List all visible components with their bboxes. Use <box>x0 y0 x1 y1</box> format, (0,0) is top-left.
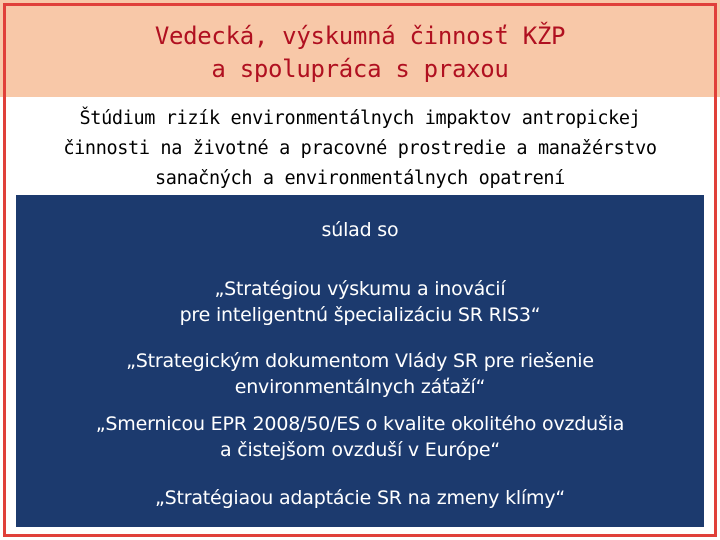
slide-title <box>0 20 720 86</box>
panel-item-climate-adaptation <box>0 485 720 511</box>
panel-item-environmental-burdens-line-1: „Strategickým dokumentom Vlády SR pre riešenie <box>126 350 594 372</box>
title-line-1: Vedecká, výskumná činnosť KŽP <box>154 22 566 50</box>
panel-item-directive-line-1: „Smernicou EPR 2008/50/ES o kvalite okolitého ovzdušia <box>95 413 625 435</box>
panel-item-directive <box>0 411 720 463</box>
panel-item-ris3 <box>0 276 720 328</box>
subtitle-line-3: sanačných a environmentálnych opatrení <box>155 168 565 189</box>
panel-item-environmental-burdens <box>0 348 720 400</box>
panel-item-ris3-line-1: „Stratégiou výskumu a inovácií <box>214 278 506 300</box>
subtitle-line-1: Štúdium rizík environmentálnych impaktov antropickej <box>79 108 641 129</box>
panel-item-environmental-burdens-line-2: environmentálnych záťaží“ <box>234 376 486 398</box>
slide-subtitle <box>10 104 710 194</box>
panel-item-directive-line-2: a čistejšom ovzduší v Európe“ <box>219 439 501 461</box>
panel-intro-text: súlad so <box>321 219 399 241</box>
panel-item-ris3-line-2: pre inteligentnú špecializáciu SR RIS3“ <box>179 304 541 326</box>
panel-item-climate-adaptation-text: „Stratégiaou adaptácie SR na zmeny klímy“ <box>154 487 566 509</box>
title-line-2: a spolupráca s praxou <box>211 55 509 83</box>
panel-intro <box>0 217 720 243</box>
subtitle-line-2: činnosti na životné a pracovné prostredie a manažérstvo <box>63 138 657 159</box>
